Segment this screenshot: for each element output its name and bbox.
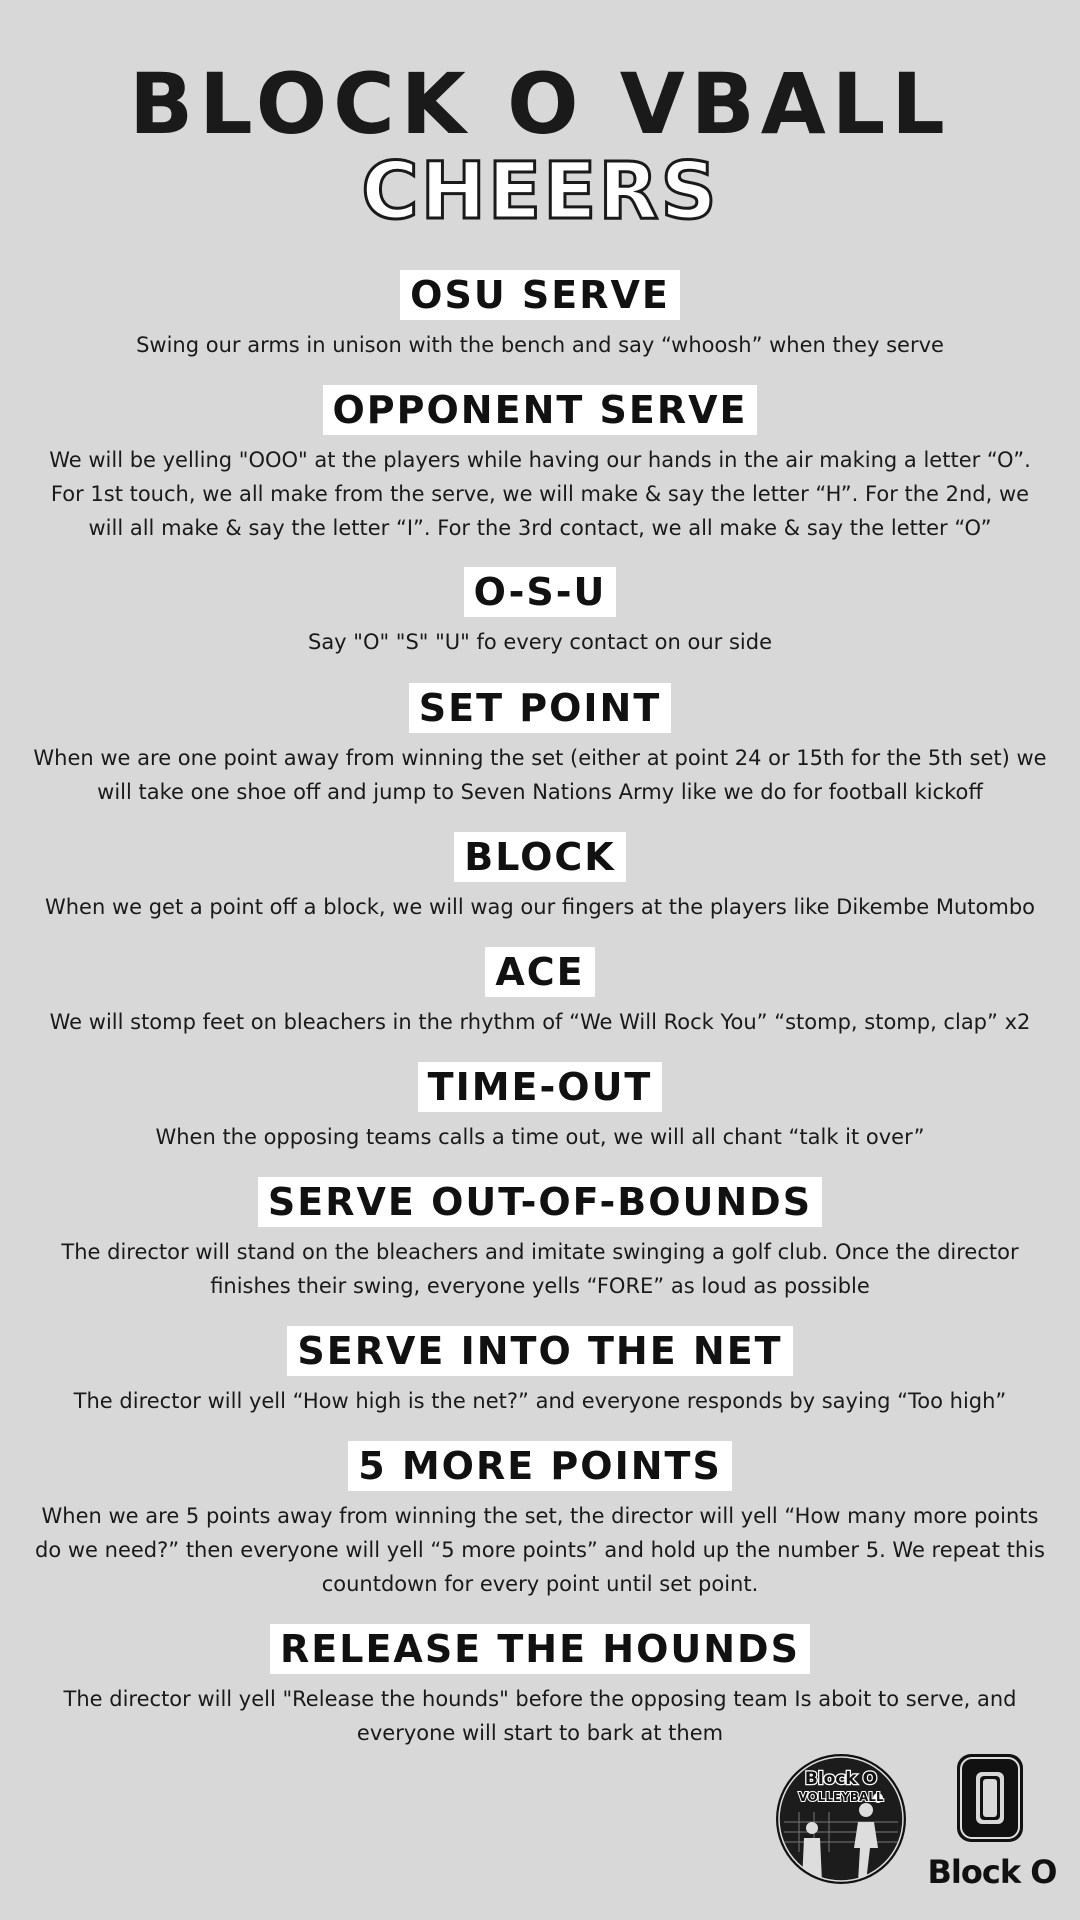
desc-line: countdown for every point until set point.: [321, 1572, 759, 1596]
cheer-heading: RELEASE THE HOUNDS: [270, 1624, 810, 1674]
block-o-volleyball-logo: [774, 1752, 908, 1886]
desc-line: everyone will start to bark at them: [356, 1721, 724, 1745]
desc-line: When we are 5 points away from winning the set, the director will yell “How many more points: [41, 1504, 1039, 1528]
logo-text-bottom: VOLLEYBALL: [798, 1790, 884, 1804]
cheer-release-the-hounds: [0, 1624, 1080, 1750]
cheer-heading: OSU SERVE: [400, 270, 680, 320]
desc-line: do we need?” then everyone will yell “5 more points” and hold up the number 5. We repeat this: [35, 1538, 1045, 1562]
desc-line: will all make & say the letter “I”. For the 3rd contact, we all make & say the letter “O”: [88, 516, 992, 540]
cheer-heading: ACE: [485, 947, 594, 997]
desc-line: Say "O" "S" "U" fo every contact on our side: [307, 630, 773, 654]
desc-line: When the opposing teams calls a time out, we will all chant “talk it over”: [155, 1125, 925, 1149]
cheer-heading: 5 MORE POINTS: [348, 1441, 732, 1491]
cheer-serve-out-of-bounds: [0, 1177, 1080, 1303]
desc-line: When we are one point away from winning the set (either at point 24 or 15th for the 5th set) we: [33, 746, 1047, 770]
desc-line: We will be yelling "OOO" at the players while having our hands in the air making a letter “O”.: [49, 448, 1031, 472]
block-o-mark: [955, 1752, 1025, 1847]
page-subtitle: CHEERS: [361, 147, 719, 237]
logo-text-top: Block O: [804, 1769, 878, 1789]
cheer-description: [20, 741, 1060, 809]
cheer-description: [20, 1120, 1060, 1154]
cheer-description: [20, 1682, 1060, 1750]
desc-line: The director will yell "Release the hounds" before the opposing team Is aboit to serve, and: [63, 1687, 1017, 1711]
cheer-serve-into-the-net: [0, 1326, 1080, 1418]
desc-line: The director will stand on the bleachers and imitate swinging a golf club. Once the director: [61, 1240, 1019, 1264]
cheer-heading: BLOCK: [454, 832, 625, 882]
desc-line: For 1st touch, we all make from the serve, we will make & say the letter “H”. For the 2nd, we: [50, 482, 1030, 506]
cheer-heading: SERVE INTO THE NET: [287, 1326, 792, 1376]
cheer-block: [0, 832, 1080, 924]
cheer-description: [20, 1005, 1060, 1039]
cheer-heading: SERVE OUT-OF-BOUNDS: [258, 1177, 822, 1227]
cheer-description: [20, 1235, 1060, 1303]
cheer-opponent-serve: [0, 385, 1080, 545]
cheer-heading: O-S-U: [464, 567, 617, 617]
desc-line: Swing our arms in unison with the bench and say “whoosh” when they serve: [136, 333, 944, 357]
cheer-o-s-u: [0, 567, 1080, 659]
cheer-description: [20, 328, 1060, 362]
block-o-label: Block O: [927, 1853, 1057, 1891]
cheer-description: [20, 1499, 1060, 1601]
desc-line: When we get a point off a block, we will wag our fingers at the players like Dikembe Mutombo: [44, 895, 1036, 919]
cheer-osu-serve: [0, 270, 1080, 362]
cheer-time-out: [0, 1062, 1080, 1154]
desc-line: The director will yell “How high is the net?” and everyone responds by saying “Too high”: [73, 1389, 1007, 1413]
cheer-description: [20, 1384, 1060, 1418]
cheer-description: [20, 625, 1060, 659]
cheer-heading: SET POINT: [409, 683, 672, 733]
cheer-description: [20, 443, 1060, 545]
cheer-heading: TIME-OUT: [418, 1062, 663, 1112]
desc-line: will take one shoe off and jump to Seven Nations Army like we do for football kickoff: [97, 780, 983, 804]
page-title: BLOCK O VBALL: [129, 55, 951, 153]
cheer-description: [20, 890, 1060, 924]
cheer-heading: OPPONENT SERVE: [323, 385, 758, 435]
cheer-5-more-points: [0, 1441, 1080, 1601]
desc-line: We will stomp feet on bleachers in the rhythm of “We Will Rock You” “stomp, stomp, clap” x2: [49, 1010, 1031, 1034]
cheer-ace: [0, 947, 1080, 1039]
cheer-set-point: [0, 683, 1080, 809]
desc-line: finishes their swing, everyone yells “FORE” as loud as possible: [210, 1274, 870, 1298]
